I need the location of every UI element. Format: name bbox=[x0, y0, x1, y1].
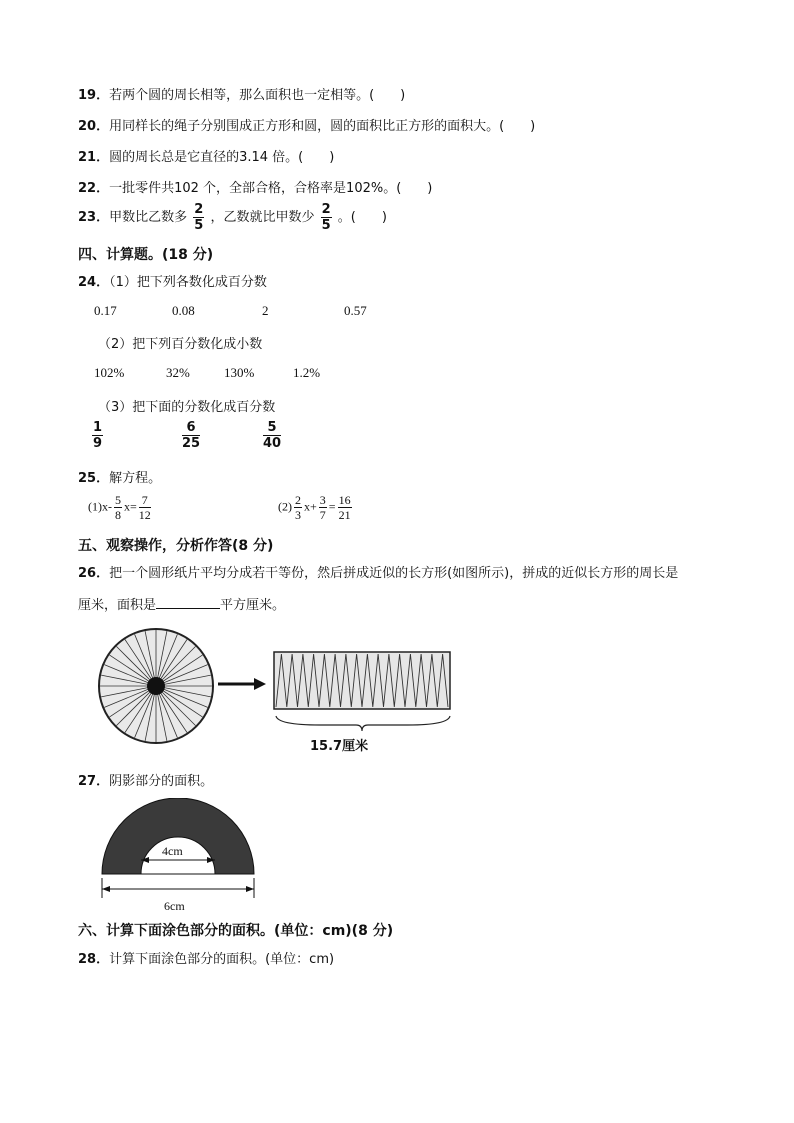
question-25: 25．解方程。 bbox=[78, 471, 162, 486]
question-22: 22．一批零件共102 个，全部合格，合格率是102%。( ) bbox=[78, 181, 433, 196]
question-text: 解方程。 bbox=[109, 471, 162, 486]
fraction: $\frac{2}{5}$ bbox=[321, 202, 331, 233]
fraction-item bbox=[180, 421, 202, 450]
shaded-ring bbox=[102, 798, 254, 874]
fraction-item bbox=[90, 421, 105, 450]
fraction: $\frac{1}{9}$ bbox=[93, 420, 103, 451]
question-number: 24 bbox=[78, 275, 97, 290]
question-text: 甲数比乙数多 bbox=[109, 210, 188, 225]
section-6-title: 六、计算下面涂色部分的面积。(单位：cm)(8 分) bbox=[78, 923, 394, 939]
fraction: $\frac{5}{40}$ bbox=[263, 420, 282, 451]
fraction: $\frac{2}{5}$ bbox=[194, 202, 204, 233]
arrow-icon bbox=[102, 886, 110, 892]
question-number: 25 bbox=[78, 471, 97, 486]
question-19: 19．若两个圆的周长相等，那么面积也一定相等。( ) bbox=[78, 88, 406, 103]
question-26: 26．把一个圆形纸片平均分成若干等份，然后拼成近似的长方形(如图所示)，拼成的近似长方形的周长是 bbox=[78, 566, 679, 581]
decimal-item: 2 bbox=[262, 303, 269, 318]
question-text: 用同样长的绳子分别围成正方形和圆，圆的面积比正方形的面积大。( ) bbox=[109, 119, 536, 134]
question-27: 27．阴影部分的面积。 bbox=[78, 774, 214, 789]
inner-diameter-label: 4cm bbox=[162, 844, 183, 858]
question-text: 把一个圆形纸片平均分成若干等份，然后拼成近似的长方形(如图所示)，拼成的近似长方形的周长是 bbox=[109, 566, 679, 581]
question-number: 21 bbox=[78, 150, 97, 165]
question-24-part-2: （2）把下列百分数化成小数 bbox=[98, 337, 263, 352]
question-23: 23．甲数比乙数多 $\frac{2}{5}$ ，乙数就比甲数少 $\frac{2}{5}$ 。( ) bbox=[78, 202, 387, 233]
percent-item: 130% bbox=[224, 365, 255, 380]
question-text: （1）把下列各数化成百分数 bbox=[109, 275, 267, 290]
circle-to-rectangle-figure bbox=[90, 628, 470, 758]
decimal-item: 0.17 bbox=[94, 303, 117, 318]
equation-2: (2) $\frac{2}{3}$ x+ $\frac{3}{7}$ = $\frac{16}{21}$ bbox=[278, 493, 351, 522]
question-number: 20 bbox=[78, 119, 97, 134]
outer-diameter-label: 6cm bbox=[164, 899, 185, 913]
question-text: 。( ) bbox=[337, 210, 387, 225]
percent-item: 32% bbox=[166, 365, 190, 380]
question-28: 28．计算下面涂色部分的面积。(单位：cm) bbox=[78, 952, 335, 967]
question-number: 28 bbox=[78, 952, 97, 967]
question-number: 27 bbox=[78, 774, 97, 789]
arrow-icon bbox=[254, 678, 266, 690]
question-number: 26 bbox=[78, 566, 97, 581]
section-5-title: 五、观察操作，分析作答(8 分) bbox=[78, 538, 274, 554]
fraction: $\frac{6}{25}$ bbox=[182, 420, 201, 451]
circle-center bbox=[147, 677, 165, 695]
question-text: ，乙数就比甲数少 bbox=[210, 210, 315, 225]
decimal-item: 0.08 bbox=[172, 303, 195, 318]
question-text: 圆的周长总是它直径的3.14 倍。( ) bbox=[109, 150, 335, 165]
question-26-line-2: 厘米，面积是 平方厘米。 bbox=[78, 598, 286, 613]
decimal-item: 0.57 bbox=[344, 303, 367, 318]
section-4-title: 四、计算题。(18 分) bbox=[78, 247, 214, 263]
arrow-icon bbox=[246, 886, 254, 892]
answer-blank[interactable] bbox=[156, 596, 220, 609]
question-number: 22 bbox=[78, 181, 97, 196]
question-number: 23 bbox=[78, 210, 97, 225]
percent-item: 1.2% bbox=[293, 365, 321, 380]
question-24: 24．（1）把下列各数化成百分数 bbox=[78, 275, 267, 290]
question-21: 21．圆的周长总是它直径的3.14 倍。( ) bbox=[78, 150, 335, 165]
question-number: 19 bbox=[78, 88, 97, 103]
length-brace bbox=[276, 716, 450, 731]
question-24-part-3: （3）把下面的分数化成百分数 bbox=[98, 400, 276, 415]
question-text: 一批零件共102 个，全部合格，合格率是102%。( ) bbox=[109, 181, 433, 196]
fraction-item bbox=[261, 421, 283, 450]
length-label: 15.7厘米 bbox=[310, 739, 369, 754]
question-20: 20．用同样长的绳子分别围成正方形和圆，圆的面积比正方形的面积大。( ) bbox=[78, 119, 536, 134]
equation-1: (1)x- $\frac{5}{8}$ x= $\frac{7}{12}$ bbox=[88, 493, 151, 522]
percent-item: 102% bbox=[94, 365, 125, 380]
semicircle-ring-figure bbox=[94, 798, 264, 913]
question-text: 阴影部分的面积。 bbox=[109, 774, 214, 789]
question-text: 若两个圆的周长相等，那么面积也一定相等。( ) bbox=[109, 88, 406, 103]
question-text: 计算下面涂色部分的面积。(单位：cm) bbox=[109, 952, 335, 967]
